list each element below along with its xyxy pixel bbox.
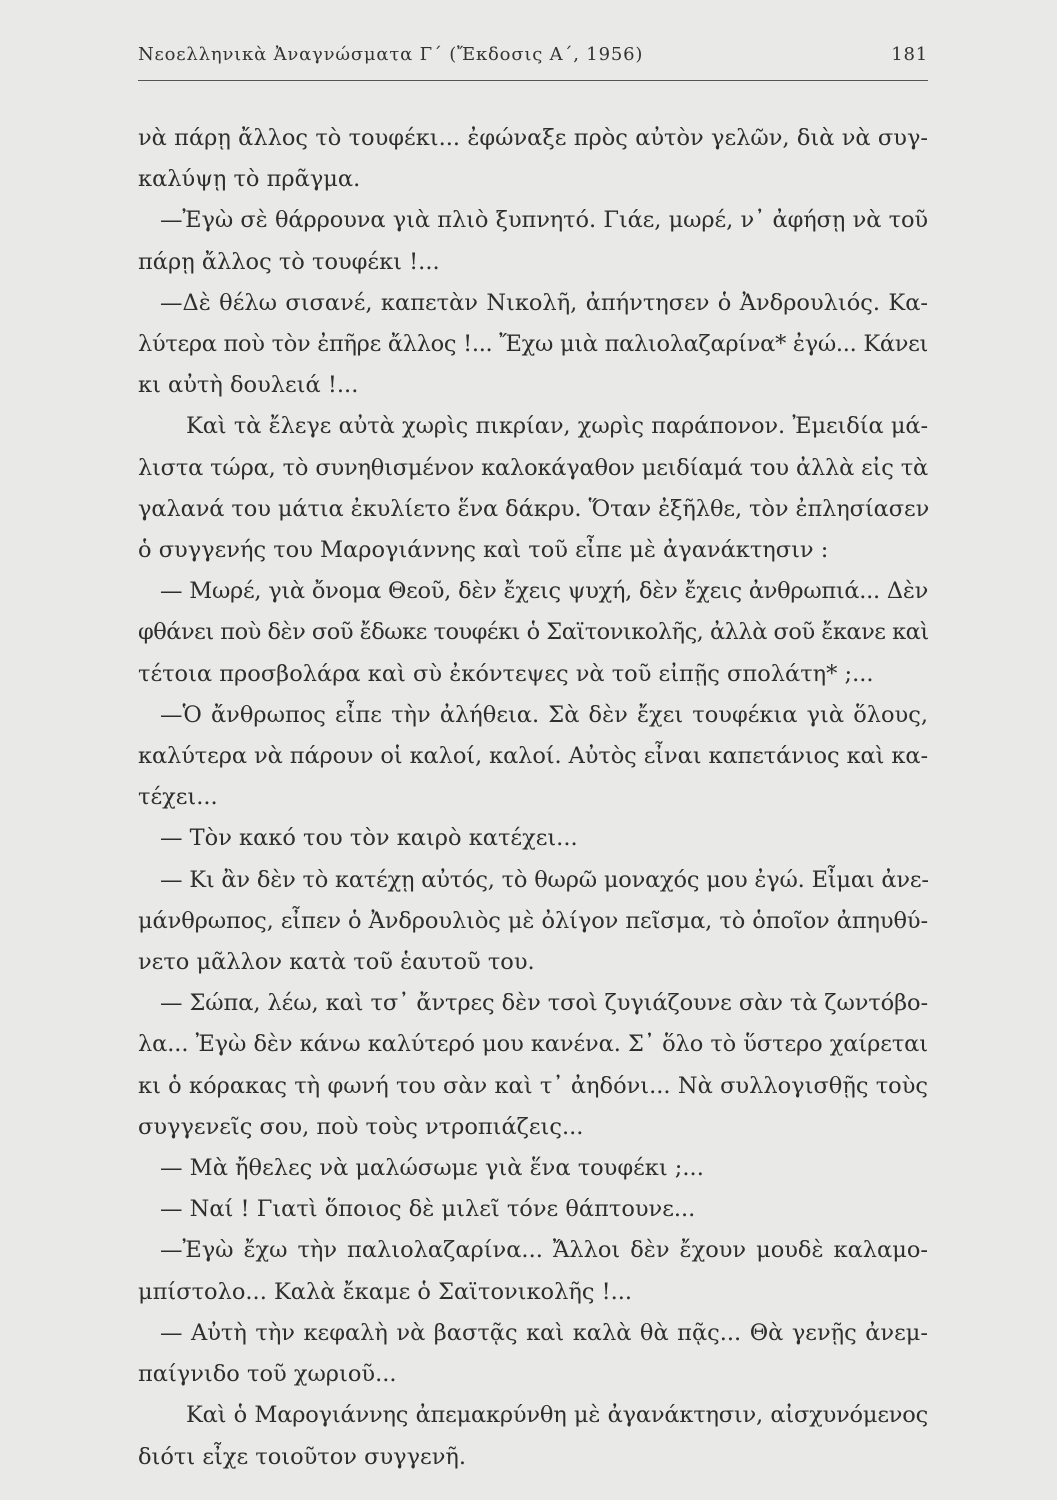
- text-line: καλύψῃ τὸ πρᾶγμα.: [138, 166, 361, 193]
- text-line: συγγενεῖς σου, ποὺ τοὺς ντροπιάζεις...: [138, 1113, 584, 1140]
- text-line: — Κι ἂν δὲν τὸ κατέχῃ αὐτός, τὸ θωρῶ μοναχός μου ἐγώ. Εἶμαι ἀνε-: [160, 866, 929, 893]
- text-line: μπίστολο... Καλὰ ἔκαμε ὁ Σαϊτονικολῆς !...: [138, 1278, 633, 1305]
- text-line: λύτερα ποὺ τὸν ἐπῆρε ἄλλος !... Ἔχω μιὰ παλιολαζαρίνα* ἐγώ... Κάνει: [138, 331, 928, 358]
- text-line: καλύτερα νὰ πάρουν οἱ καλοί, καλοί. Αὐτὸς εἶναι καπετάνιος καὶ κα-: [138, 743, 928, 770]
- text-line: κι αὐτὴ δουλειά !...: [138, 372, 359, 399]
- text-line: μάνθρωπος, εἶπεν ὁ Ἀνδρουλιὸς μὲ ὀλίγον πεῖσμα, τὸ ὁποῖον ἀπηυθύ-: [138, 907, 928, 934]
- text-line: λιστα τώρα, τὸ συνηθισμένον καλοκάγαθον μειδίαμά του ἀλλὰ εἰς τὰ: [138, 454, 928, 481]
- running-head: [138, 44, 928, 65]
- text-line: ὁ συγγενής του Μαρογιάννης καὶ τοῦ εἶπε μὲ ἀγανάκτησιν :: [138, 537, 829, 564]
- text-line: λα... Ἐγὼ δὲν κάνω καλύτερό μου κανένα. Σ᾿ ὅλο τὸ ὕστερο χαίρεται: [138, 1031, 928, 1058]
- text-line: διότι εἶχε τοιοῦτον συγγενῆ.: [138, 1443, 467, 1470]
- body-text: [138, 118, 928, 1478]
- text-line: παίγνιδο τοῦ χωριοῦ...: [138, 1361, 397, 1388]
- text-line: φθάνει ποὺ δὲν σοῦ ἔδωκε τουφέκι ὁ Σαϊτονικολῆς, ἀλλὰ σοῦ ἔκανε καὶ: [138, 619, 929, 646]
- header-rule: [138, 80, 928, 81]
- text-line: —Ὁ ἄνθρωπος εἶπε τὴν ἀλήθεια. Σὰ δὲν ἔχει τουφέκια γιὰ ὅλους,: [160, 701, 928, 728]
- text-line: — Αὐτὴ τὴν κεφαλὴ νὰ βαστᾷς καὶ καλὰ θὰ πᾷς... Θὰ γενῇς ἀνεμ-: [160, 1319, 928, 1346]
- text-line: πάρῃ ἄλλος τὸ τουφέκι !...: [138, 248, 440, 275]
- text-line: — Ναί ! Γιατὶ ὅποιος δὲ μιλεῖ τόνε θάπτουνε...: [160, 1196, 696, 1223]
- text-line: — Μωρέ, γιὰ ὄνομα Θεοῦ, δὲν ἔχεις ψυχή, δὲν ἔχεις ἀνθρωπιά... Δὲν: [160, 578, 928, 605]
- text-line: — Σώπα, λέω, καὶ τσ᾿ ἄντρες δὲν τσοὶ ζυγιάζουνε σὰν τὰ ζωντόβο-: [160, 990, 928, 1017]
- text-line: Καὶ ὁ Μαρογιάννης ἀπεμακρύνθη μὲ ἀγανάκτησιν, αἰσχυνόμενος: [186, 1402, 928, 1429]
- text-line: — Μὰ ἤθελες νὰ μαλώσωμε γιὰ ἕνα τουφέκι ;...: [160, 1155, 704, 1182]
- text-line: — Τὸν κακό του τὸν καιρὸ κατέχει...: [160, 825, 578, 852]
- text-line: κι ὁ κόρακας τὴ φωνή του σὰν καὶ τ᾿ ἀηδόνι... Νὰ συλλογισθῇς τοὺς: [138, 1072, 928, 1099]
- text-line: —Ἐγὼ ἔχω τὴν παλιολαζαρίνα... Ἄλλοι δὲν ἔχουν μουδὲ καλαμο-: [160, 1237, 928, 1264]
- text-line: τέχει...: [138, 784, 218, 811]
- page-number: 181: [891, 44, 928, 65]
- text-line: νὰ πάρῃ ἄλλος τὸ τουφέκι... ἐφώναξε πρὸς αὐτὸν γελῶν, διὰ νὰ συγ-: [138, 125, 928, 151]
- running-title: Νεοελληνικὰ Ἀναγνώσματα Γ΄ (Ἔκδοσις Α΄, 1956): [138, 44, 644, 65]
- text-line: τέτοια προσβολάρα καὶ σὺ ἐκόντεψες νὰ τοῦ εἰπῇς σπολάτη* ;...: [138, 660, 874, 687]
- text-line: νετο μᾶλλον κατὰ τοῦ ἑαυτοῦ του.: [138, 949, 535, 976]
- text-line: —Δὲ θέλω σισανέ, καπετὰν Νικολῆ, ἀπήντησεν ὁ Ἀνδρουλιός. Κα-: [160, 289, 928, 316]
- text-line: γαλανά του μάτια ἐκυλίετο ἕνα δάκρυ. Ὅταν ἐξῆλθε, τὸν ἐπλησίασεν: [138, 495, 930, 522]
- text-line: —Ἐγὼ σὲ θάρρουνα γιὰ πλιὸ ξυπνητό. Γιάε, μωρέ, ν᾿ ἀφήσῃ νὰ τοῦ: [160, 207, 928, 234]
- text-line: Καὶ τὰ ἔλεγε αὐτὰ χωρὶς πικρίαν, χωρὶς παράπονον. Ἐμειδία μά-: [186, 413, 928, 440]
